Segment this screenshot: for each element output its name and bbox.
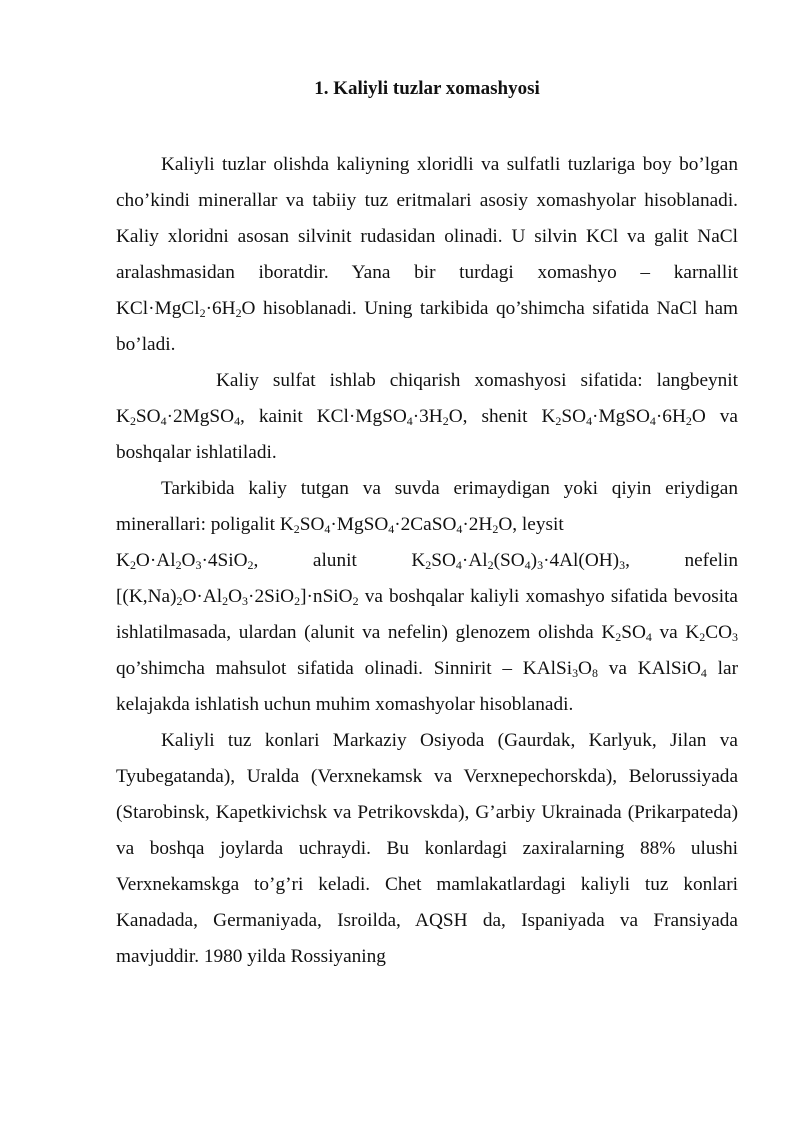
text-run: , kainit KCl·MgSO [240,406,407,427]
subscript: 2 [175,557,182,572]
paragraph [116,363,738,471]
subscript: 2 [699,629,706,644]
subscript: 2 [199,305,206,320]
text-run: Kaliyli tuzlar olishda kaliyning xloridli va sulfatli tuzlariga boy bo’lgan cho’kindi minerallar va tabiiy tuz eritmalari asosiy xomashyolar hisoblanadi. Kaliy xloridni asosan silvinit rudasidan olinadi. U silvin KCl va galit NaCl aralashmasidan iboratdir. Yana bir turdagi xomashyo – karnallit KCl·MgCl [116,154,738,319]
text-run: va KAlSiO [597,658,701,679]
subscript: 2 [293,521,300,536]
subscript: 2 [555,413,562,428]
subscript: 2 [176,593,183,608]
text-run: , nefelin [(K,Na) [116,550,738,607]
text-run: ·MgSO [592,406,650,427]
subscript: 2 [425,557,432,572]
text-run: ·2SiO [248,586,295,607]
subscript: 4 [456,521,463,536]
subscript: 4 [455,557,462,572]
subscript: 2 [294,593,301,608]
subscript: 4 [406,413,413,428]
text-run: SO [621,622,646,643]
text-run: ·6H [655,406,686,427]
subscript: 2 [487,557,494,572]
text-run: O [228,586,243,607]
text-run: ) [530,550,538,571]
document-body [116,147,738,975]
paragraph [116,723,738,975]
text-run: O·Al [135,550,176,571]
subscript: 2 [442,413,449,428]
text-run: (SO [493,550,525,571]
subscript: 4 [324,521,331,536]
subscript: 3 [195,557,202,572]
text-run: Kaliy sulfat ishlab chiqarish xomashyosi sifatida: langbeynit K [116,370,738,427]
subscript: 2 [247,557,254,572]
subscript: 4 [700,665,707,680]
subscript: 3 [242,593,249,608]
text-run: O va boshqalar ishlatiladi. [116,406,738,463]
text-run: O hisoblanadi. Uning tarkibida qo’shimcha sifatida NaCl ham bo’ladi. [116,298,738,355]
subscript: 2 [129,557,136,572]
subscript: 8 [591,665,598,680]
text-run: O [578,658,592,679]
subscript: 2 [352,593,359,608]
subscript: 4 [649,413,656,428]
text-run: va K [651,622,700,643]
subscript: 4 [160,413,167,428]
text-run: ·2MgSO [166,406,235,427]
text-run: Tarkibida kaliy tutgan va suvda erimaydigan yoki qiyin eriydigan minerallari: poligalit K [116,478,738,535]
subscript: 2 [685,413,692,428]
text-run: K [116,550,130,571]
text-run: CO [705,622,733,643]
paragraph [116,543,738,723]
subscript: 3 [572,665,579,680]
subscript: 2 [492,521,499,536]
subscript: 4 [524,557,531,572]
subscript: 3 [619,557,626,572]
text-run: ·MgSO [330,514,389,535]
text-run: ·2H [462,514,493,535]
text-run: ·2CaSO [394,514,457,535]
text-run: SO [431,550,456,571]
text-run: SO [135,406,161,427]
text-run: ]·nSiO [300,586,353,607]
text-run: ·4Al(OH) [543,550,620,571]
text-run: SO [299,514,325,535]
subscript: 2 [222,593,229,608]
text-run: ·Al [461,550,488,571]
subscript: 2 [235,305,242,320]
subscript: 3 [537,557,544,572]
text-run: SO [561,406,587,427]
subscript: 2 [129,413,136,428]
text-run: ·6H [205,298,236,319]
text-run: ·3H [412,406,443,427]
text-run: lar kelajakda ishlatish uchun muhim xomashyolar hisoblanadi. [116,658,738,715]
subscript: 2 [615,629,622,644]
text-run: , alunit K [253,550,426,571]
text-run: O [181,550,196,571]
subscript: 4 [586,413,593,428]
paragraph [116,147,738,363]
subscript: 3 [732,629,738,644]
text-run: Kaliyli tuz konlari Markaziy Osiyoda (Gaurdak, Karlyuk, Jilan va Tyubegatanda), Uralda (Verxnekamsk va Verxnepechorskda), Belorussiyada (Starobinsk, Kapetkivichsk va Petrikovskda), G’arbiy Ukrainada (Prikarpateda) va boshqa joylarda uchraydi. Bu konlardagi zaxiralarning 88% ulushi Verxnekamskga to’g’ri keladi. Chet mamlakatlardagi kaliyli tuz konlari Kanadada, Germaniyada, Isroilda, AQSH da, Ispaniyada va Fransiyada mavjuddir. 1980 yilda Rossiyaning [116,730,738,967]
text-run: va boshqalar kaliyli xomashyo sifatida bevosita ishlatilmasada, ulardan (alunit va nefelin) glenozem olishda K [116,586,738,643]
page-title: 1. Kaliyli tuzlar xomashyosi [314,78,540,99]
text-run: O·Al [182,586,223,607]
subscript: 4 [234,413,241,428]
text-run: qo’shimcha mahsulot sifatida olinadi. Sinnirit – KAlSi [116,658,573,679]
text-run: O, leysit [498,514,564,535]
subscript: 4 [388,521,395,536]
text-run: O, shenit K [448,406,556,427]
subscript: 4 [645,629,652,644]
text-run: ·4SiO [201,550,248,571]
paragraph [116,471,738,543]
